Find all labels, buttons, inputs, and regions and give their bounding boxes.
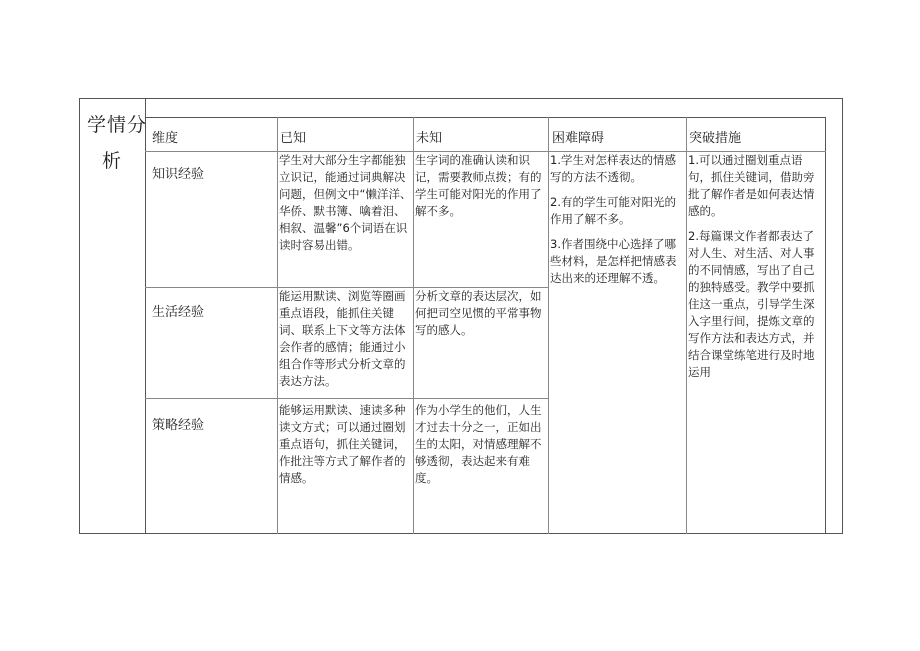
- header-breakthrough: 突破措施: [689, 131, 742, 146]
- section-title-line1: 学情分: [87, 114, 148, 136]
- header-dimension: 维度: [152, 131, 179, 146]
- outer-border-right: [842, 98, 843, 534]
- outer-border-left: [79, 98, 80, 534]
- column-line-1: [277, 117, 278, 534]
- row-line-2: [145, 398, 549, 399]
- row-label-life: 生活经验: [152, 305, 205, 320]
- title-divider: [145, 98, 146, 534]
- cell-strategy-known: 能够运用默读、速读多种读文方式；可以通过圈划重点语句，抓住关键词，作批注等方式了解作者的情感。: [279, 403, 406, 485]
- row-label-knowledge: 知识经验: [152, 167, 205, 182]
- cell-life-known: 能运用默读、浏览等圈画重点语段，能抓住关键词、联系上下文等方法体会作者的感情；能通过小组合作等形式分析文章的表达方法。: [279, 289, 406, 388]
- breakthrough-list: [688, 152, 824, 389]
- difficulty-item: 3.作者围绕中心选择了哪些材料，是怎样把情感表达出来的还理解不透。: [550, 237, 677, 285]
- header-difficulty: 困难障碍: [552, 131, 605, 146]
- cell-life-unknown: 分析文章的表达层次，如何把司空见惯的平常事物写的感人。: [415, 289, 542, 337]
- cell-knowledge-unknown: 生字词的准确认读和识记，需要教师点拨；有的学生可能对阳光的作用了解不多。: [415, 153, 542, 218]
- cell-knowledge-known: 学生对大部分生字都能独立识记，能通过词典解决问题，但例文中“懒洋洋、华侨、默书簿、噙着泪、相叙、温馨”6个词语在识读时容易出错。: [279, 153, 412, 252]
- row-label-strategy: 策略经验: [152, 418, 205, 433]
- column-line-2: [413, 117, 414, 534]
- inner-border-bottom: [145, 533, 826, 534]
- column-line-4: [686, 117, 687, 534]
- difficulty-item: 1.学生对怎样表达的情感写的方法不透彻。: [550, 153, 676, 184]
- difficulty-item: 2.有的学生可能对阳光的作用了解不多。: [550, 195, 676, 226]
- difficulty-list: [550, 152, 685, 295]
- inner-border-right: [825, 117, 826, 534]
- header-unknown: 未知: [416, 131, 443, 146]
- cell-strategy-unknown: 作为小学生的他们，人生才过去十分之一，正如出生的太阳，对情感理解不够透彻，表达起来有难度。: [415, 403, 542, 485]
- inner-border-top: [145, 117, 826, 118]
- column-line-3: [548, 117, 549, 534]
- breakthrough-item: 1.可以通过圈划重点语句，抓住关键词，借助旁批了解作者是如何表达情感的。: [688, 153, 815, 218]
- section-title-line2: 析: [102, 150, 123, 172]
- breakthrough-item: 2.每篇课文作者都表达了对人生、对生活、对人事的不同情感，写出了自己的独特感受。教学中要抓住这一重点，引导学生深入字里行间，提炼文章的写作方法和表达方式，并结合课堂练笔进行及时地运用: [688, 229, 815, 379]
- outer-border-top: [79, 98, 843, 99]
- header-known: 已知: [280, 131, 307, 146]
